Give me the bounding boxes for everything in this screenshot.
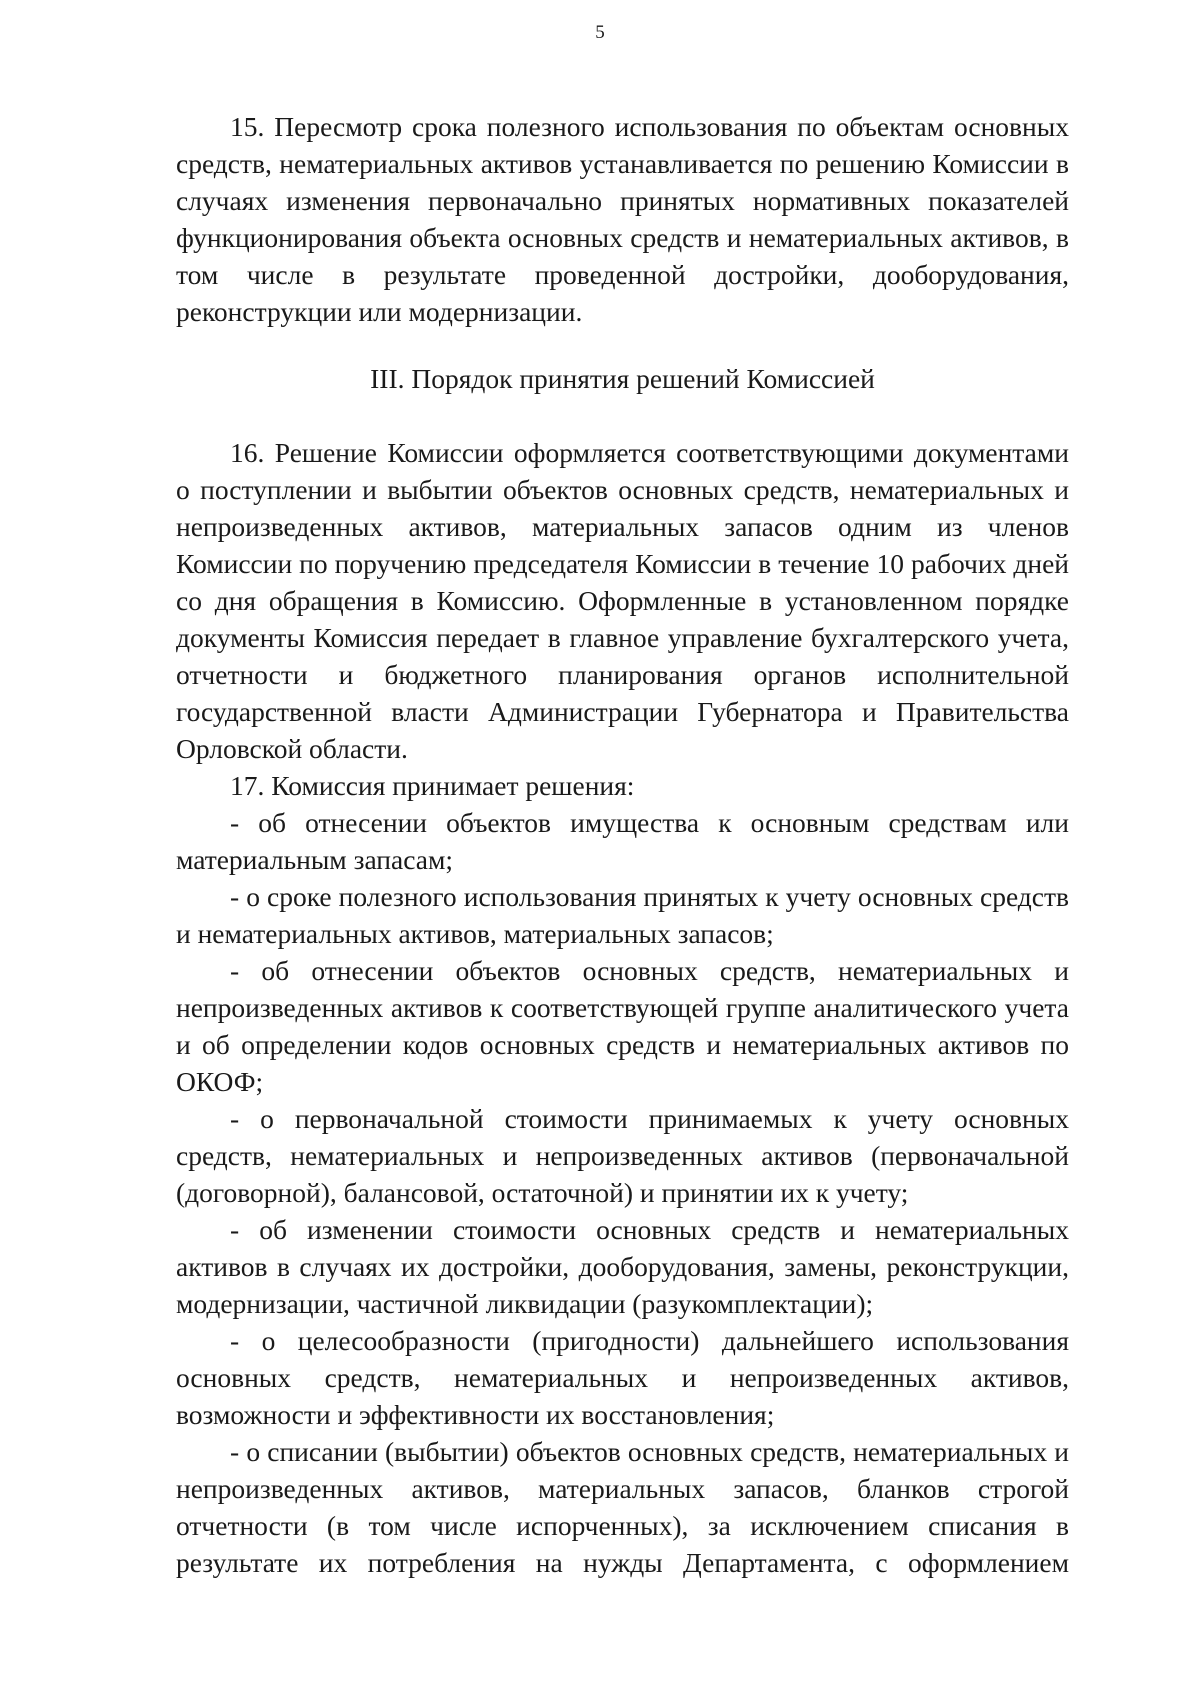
list-item: - об отнесении объектов имущества к основным средствам или материальным запасам; <box>176 807 1069 875</box>
list-item: - о сроке полезного использования принятых к учету основных средств и нематериальных активов, материальных запасов; <box>176 881 1069 949</box>
list-item: - о первоначальной стоимости принимаемых к учету основных средств, нематериальных и непроизведенных активов (первоначальной (договорной), балансовой, остаточной) и принятии их к учету; <box>176 1103 1069 1208</box>
list-item: - о целесообразности (пригодности) дальнейшего использования основных средств, нематериальных и непроизведенных активов, возможности и эффективности их восстановления; <box>176 1325 1069 1430</box>
list-item: - об изменении стоимости основных средств и нематериальных активов в случаях их достройки, дооборудования, замены, реконструкции, модернизации, частичной ликвидации (разукомплектации); <box>176 1214 1069 1319</box>
list-item: - об отнесении объектов основных средств, нематериальных и непроизведенных активов к соответствующей группе аналитического учета и об определении кодов основных средств и нематериальных активов по ОКОФ; <box>176 955 1069 1097</box>
paragraph-16: 16. Решение Комиссии оформляется соответствующими документами о поступлении и выбытии объектов основных средств, нематериальных и непроизведенных активов, материальных запасов одним из членов Комиссии по поручению председателя Комиссии в течение 10 рабочих дней со дня обращения в Комиссию. Оформленные в установленном порядке документы Комиссия передает в главное управление бухгалтерского учета, отчетности и бюджетного планирования органов исполнительной государственной власти Администрации Губернатора и Правительства Орловской области. <box>176 437 1069 764</box>
paragraph-17-intro: 17. Комиссия принимает решения: <box>230 770 635 801</box>
paragraph-15: 15. Пересмотр срока полезного использования по объектам основных средств, нематериальных активов устанавливается по решению Комиссии в случаях изменения первоначально принятых нормативных показателей функционирования объекта основных средств и нематериальных активов, в том числе в результате проведенной достройки, дооборудования, реконструкции или модернизации. <box>176 111 1069 327</box>
page-number: 5 <box>595 22 605 43</box>
section-heading: III. Порядок принятия решений Комиссией <box>370 363 875 394</box>
document-body <box>176 108 1069 1581</box>
list-item: - о списании (выбытии) объектов основных средств, нематериальных и непроизведенных активов, материальных запасов, бланков строгой отчетности (в том числе испорченных), за исключением списания в результате их потребления на нужды Департамента, с оформлением <box>176 1436 1069 1578</box>
